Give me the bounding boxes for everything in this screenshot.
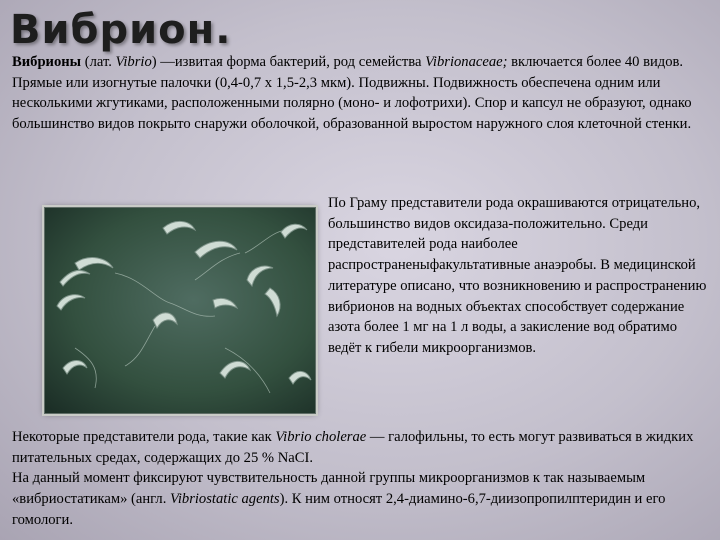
english-term: Vibriostatic agents xyxy=(170,491,280,508)
bottom-text xyxy=(12,427,712,531)
gram-stain-text xyxy=(328,193,710,359)
intro-paragraph-morphology: Прямые или изогнутые палочки (0,4-0,7 х 1,5-2,3 мкм). Подвижны. Подвижность обеспечена одним или несколькими жгутиками, расположенными полярно (моно- и лофотрихи). Спор и капсул не образуют, однако большинство видов покрыто снаружи оболочкой, образованной выростом наружного слоя клеточной стенки. xyxy=(12,74,692,133)
family-name: Vibrionaceae; xyxy=(425,54,508,70)
vibrio-bacteria-icon xyxy=(45,208,315,413)
intro-paragraph-definition: Вибрионы (лат. Vibrio) —извитая форма бактерий, род семейства Vibrionaceae; включается более 40 видов. xyxy=(12,54,684,70)
latin-name: Vibrio xyxy=(115,54,152,70)
vibriostatic-paragraph: На данный момент фиксируют чувствительность данной группы микроорганизмов к так называемым «вибриостатикам» (англ. Vibriostatic agents). К ним относят 2,4-диамино-6,7-диизопропилптеридин и его гомологи. xyxy=(12,470,666,528)
term-vibrions: Вибрионы xyxy=(12,54,82,70)
halophilic-paragraph: Некоторые представители рода, такие как Vibrio cholerae — галофильны, то есть могут развиваться в жидких питательных средах, содержащих до 25 % NaCI. xyxy=(12,429,694,466)
gram-paragraph: По Граму представители рода окрашиваются отрицательно, большинство видов оксидаза-положительно. Среди представителей рода наиболее распространеныфакультативные анаэробы. В медицинской литературе описано, что возникновению и распространению вибрионов на водных объектах способствует содержание азота более 1 мг на 1 л воды, а закисление вод обратимо ведёт к гибели микроорганизмов. xyxy=(328,195,707,356)
slide-title: Вибрион. xyxy=(10,7,232,53)
species-name: Vibrio cholerae xyxy=(275,429,367,445)
intro-text xyxy=(12,52,712,135)
vibrio-micrograph-image xyxy=(44,207,316,414)
